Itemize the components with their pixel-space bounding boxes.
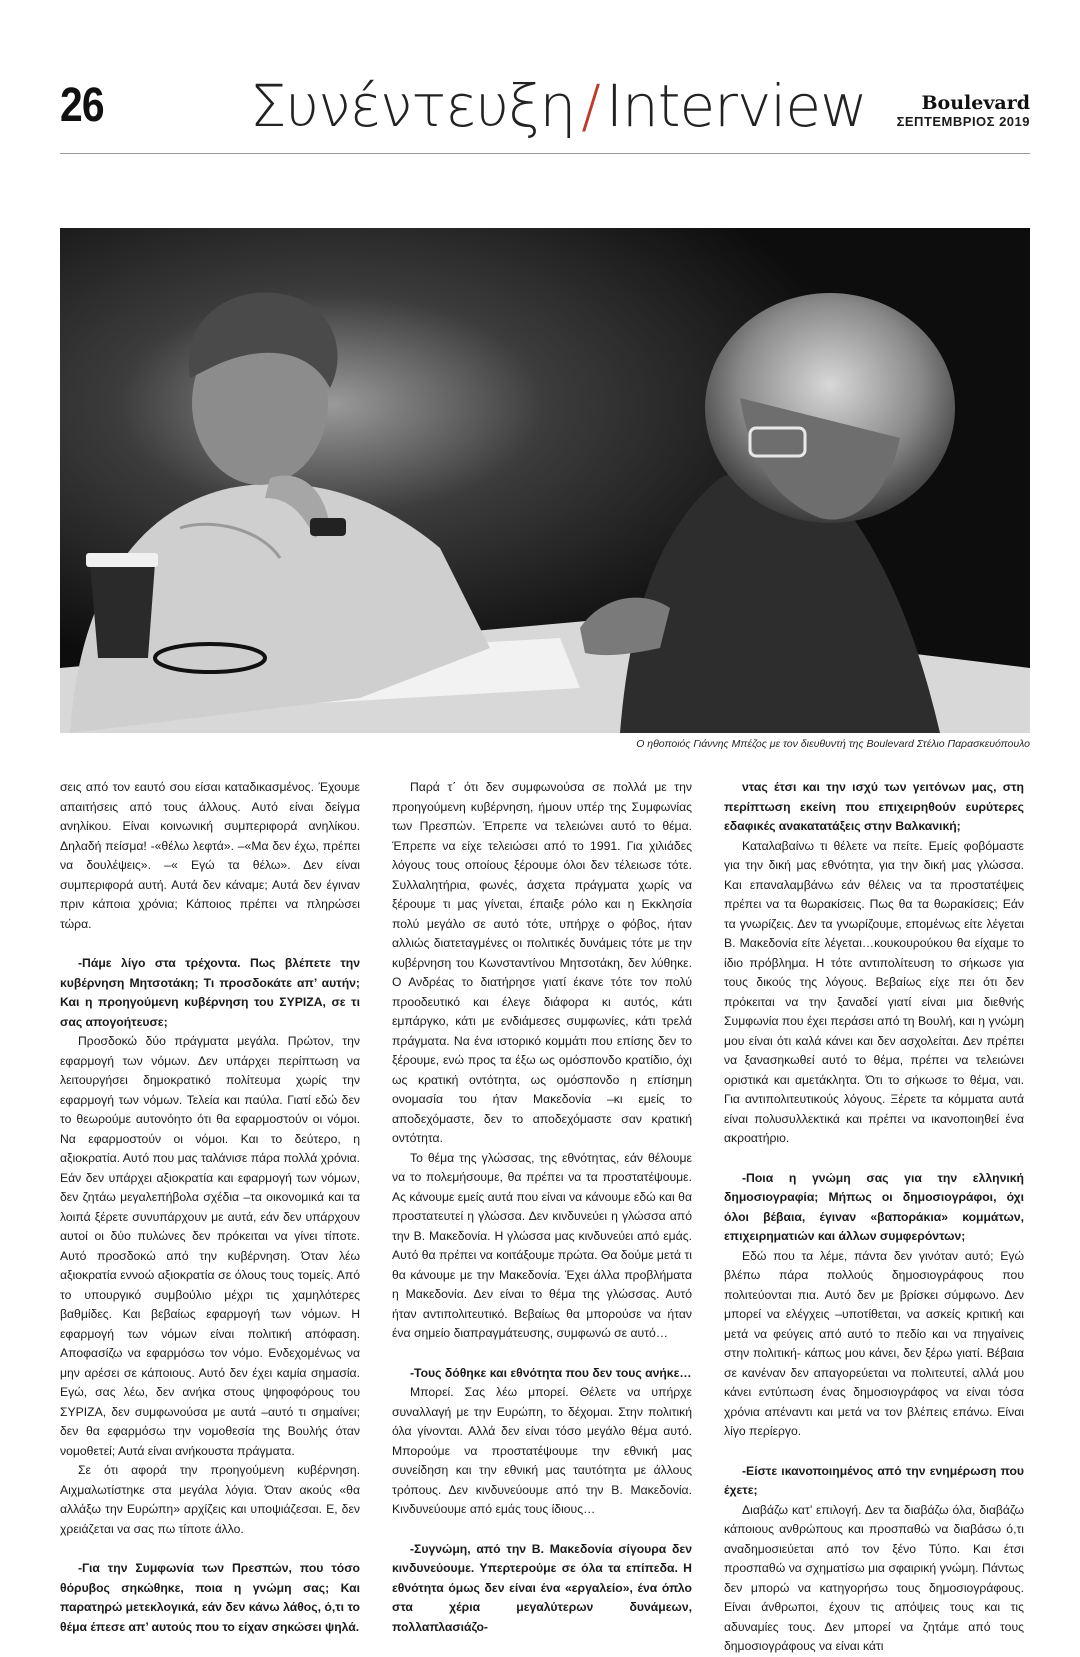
interview-paragraph: Καταλαβαίνω τι θέλετε να πείτε. Εμείς φοβόμαστε για την δική μας εθνότητα, για την δική μας γλώσσα. Και επαναλαμβάνω εάν θέλεις να τα προστατέψεις πρέπει να τα θωρακίσεις. Πως θα τα θωρακίσεις; Εάν τα γνωρίζεις. Δεν τα γνωρίζουμε, επομένως είτε λέγεται Β. Μακεδονία είτε λέγεται…κουκουρούκου θα είχαμε το ίδιο πρόβλημα. Η τότε αντιπολίτευση το σήκωσε για τους δικούς της λόγους. Βεβαίως είχε πει ότι δεν πρόκειται να την ξαναδεί γιατί είναι μια διεθνής Συμφωνία που έχει περάσει από τη Βουλή, και η γνώμη μου είναι ότι καλά κάνει και δεν ασχολείται. Δεν πρέπει να ξανασηκωθεί αυτό το θέμα, πρέπει να τελειώνει οριστικά και αμετάκλητα. Ότι το σήκωσε το θέμα, ναι. Για αντιπολιτευτικούς λόγους. Ξέρετε τα κόμματα αυτά είναι πολυσυλλεκτικά και πρέπει να ικανοποιηθεί ένα ακροατήριο. — [724, 838, 1024, 1145]
brand-block — [897, 92, 1030, 129]
photo-illustration — [60, 228, 1030, 733]
interview-paragraph: Σε ότι αφορά την προηγούμενη κυβέρνηση. Αιχμαλωτίστηκε στα μεγάλα λόγια. Όταν ακούς «θα αλλάξω την Ευρώπη» αρχίζεις και υποψιάζεσαι. Ε, δεν χρειάζεται να σας πω τίποτε άλλο. — [60, 1463, 360, 1536]
interview-question: -Τους δόθηκε και εθνότητα που δεν τους ανήκε… — [410, 1365, 692, 1380]
interview-paragraph: Παρά τ΄ ότι δεν συμφωνούσα σε πολλά με την προηγούμενη κυβέρνηση, ήμουν υπέρ της Συμφωνίας των Πρεσπών. Έπρεπε να τελειώνει αυτό το θέμα. Έπρεπε να είχε τελειώσει από το 1991. Για χιλιάδες λόγους τους οποίους ξέρουμε όλοι δεν τέλειωσε τότε. Συλλαλητήρια, φωνές, άσχετα πράγματα χωρίς να ξέρουμε τι μας γίνεται, έπαιξε ρόλο και η Εκκλησία πολύ μεγάλο σε αυτό τότε, υπήρχε ο φόβος, ήταν αλλιώς διατεταγμένες οι πολιτικές δυνάμεις τότε με την κυβέρνηση του Κωνσταντίνου Μητσοτάκη, δεν λύθηκε. Ο Ανδρέας το διατήρησε γιατί έκανε τότε τον πολύ προοδευτικό και έλεγε διάφορα κι αυτός, κάτι εμπάργκο, κάτι με ενδιάμεσες συμφωνίες, κάτι τρελά πράγματα. Να ένα ιστορικό κομμάτι που επίσης δεν το ξέρουμε, ενώ προς τα έξω ως ομόσπονδο κρατίδιο, όχι ως κρατική οντότητα, ως ομόσπονδο η επίσημη ονομασία του ήταν Μακεδονία –κι εμείς το αποδεχόμαστε, δεν το αποδεχόμαστε σαν κρατική οντότητα. — [392, 780, 692, 1145]
interview-paragraph: Το θέμα της γλώσσας, της εθνότητας, εάν θέλουμε να το πολεμήσουμε, θα πρέπει να τα προστατέψουμε. Ας κάνουμε εμείς αυτά που είναι να κάνουμε εδώ και θα προστατευτεί η γλώσσα. Δεν κινδυνεύει η γλώσσα από την Β. Μακεδονία. Η γλώσσα μας κινδυνεύει από εμάς. Αυτό θα πρέπει να κοιτάξουμε πρώτα. Θα δούμε μετά τι θα κάνουμε με την Μακεδονία. Έχει άλλα προβλήματα η Μακεδονία. Δεν είναι το θέμα της γλώσσας. Αυτό ήταν αντιπολιτευτικό. Βεβαίως θα μπορούσε να ήταν ένα σημείο διαπραγμάτευσης, συμφωνώ σε αυτό… — [392, 1150, 692, 1340]
issue-date: ΣΕΠΤΕΜΒΡΙΟΣ 2019 — [896, 114, 1030, 129]
interview-paragraph: Εδώ που τα λέμε, πάντα δεν γινόταν αυτό; Εγώ βλέπω πάρα πολλούς δημοσιογράφους που πολιτεύονται πια. Αυτό δεν με βρίσκει σύμφωνο. Δεν μπορεί να ελέγχεις –υποτίθεται, να ασκείς κριτική και μετά να φεύγεις από αυτό το πεδίο και να πηγαίνεις στην πολιτική- κάπως μου κάνει, δεν ξέρω γιατί. Βέβαια σε κανέναν δεν απαγορεύεται να πολιτευτεί, αλλά μου κάνει εντύπωση ένας δημοσιογράφος να είναι τόσα χρόνια απέναντι και μετά να τον βλέπεις επάνω. Είναι λίγο περίεργο. — [724, 1248, 1024, 1438]
interview-photo — [60, 228, 1030, 733]
interview-paragraph: Διαβάζω κατ’ επιλογή. Δεν τα διαβάζω όλα, διαβάζω κάποιους ανθρώπους και προσπαθώ να διαβάσω ό,τι αναδημοσιεύεται από τον ξένο Τύπο. Και έτσι προσπαθώ να σχηματίσω μια σφαιρική γνώμη. Πάντως δεν μπορώ να κατηγορήσω τους δημοσιογράφους. Είναι άνθρωποι, έχουν τις απόψεις τους και τις αδυναμίες τους. Δεν μπορεί να ζητάμε από τους δημοσιογράφους να είναι κάτι — [724, 1502, 1024, 1653]
section-title-slash: / — [581, 72, 600, 140]
page-header — [60, 70, 1030, 150]
interview-question: -Για την Συμφωνία των Πρεσπών, που τόσο θόρυβος σηκώθηκε, ποια η γνώμη σας; Και παρατηρώ μετεκλογικά, εάν δεν κάνω λάθος, ό,τι το θέμα έπεσε απ’ αυτούς που το είχαν σηκώσει ψηλά. — [60, 1561, 360, 1634]
interview-question: -Συγνώμη, από την Β. Μακεδονία σίγουρα δεν κινδυνεύουμε. Υπερτερούμε σε όλα τα επίπεδα. Η εθνότητα όμως δεν είναι ένα «εργαλείο», ένα όπλο στα χέρια μεγαλύτερων δυνάμεων, πολλαπλασιάζο- — [392, 1541, 692, 1634]
interview-question: ντας έτσι και την ισχύ των γειτόνων μας, στη περίπτωση εκείνη που επιχειρηθούν ευρύτερες εδαφικές ανακατατάξεις στην Βαλκανική; — [724, 780, 1024, 833]
section-title-english: Interview — [605, 72, 867, 140]
interview-question: -Είστε ικανοποιημένος από την ενημέρωση που έχετε; — [724, 1463, 1024, 1497]
section-title — [250, 72, 867, 140]
interview-paragraph: Προσδοκώ δύο πράγματα μεγάλα. Πρώτον, την εφαρμογή των νόμων. Δεν υπάρχει περίπτωση να λειτουργήσει δημοκρατικό πολίτευμα χωρίς την εφαρμογή των νόμων. Τελεία και παύλα. Γιατί εδώ δεν το θεωρούμε αυτονόητο ότι θα εφαρμοστούν οι νόμοι. Να εφαρμοστούν οι νόμοι. Και το δεύτερο, η αξιοκρατία. Αυτό που μας ταλάνισε πάρα πολλά χρόνια. Εάν δεν υπάρχει αξιοκρατία και εφαρμογή των νόμων, δεν ζητάω μεγαλεπήβολα σχέδια –τα οικονομικά και τα λοιπά ξέρετε συνυπάρχουν με αυτά, εάν δεν υπάρχουν αυτοί οι δύο πυλώνες δεν πρόκειται να γίνει τίποτε. Αυτό προσδοκώ από την κυβέρνηση. Όταν λέω αξιοκρατία εννοώ αξιοκρατία σε όλους τους τομείς. Από το υπουργικό συμβούλιο μέχρι τις χαμηλότερες βαθμίδες. Και βεβαίως εφαρμογή των νόμων. Η εφαρμογή των νόμων είναι πολιτική απόφαση. Αποφασίζω να εφαρμόσω τον νόμο. Ενδεχομένως να μην αρέσει σε κάποιους. Αυτό δεν έχει καμία σημασία. Εγώ, σας λέω, δεν ανήκα στους ψηφοφόρους του ΣΥΡΙΖΑ, δεν συμφωνούσα με αυτά –αυτό τι σημαίνει; δεν θα εφαρμόσω την νομοθεσία της Βουλής όταν νομοθετεί; Αυτά είναι ανήκουστα πράγματα. — [60, 1034, 360, 1458]
interview-question: -Πάμε λίγο στα τρέχοντα. Πως βλέπετε την κυβέρνηση Μητσοτάκη; Τι προσδοκάτε απ’ αυτήν; Και η προηγούμενη κυβέρνηση του ΣΥΡΙΖΑ, σε τι σας απογοήτευσε; — [60, 956, 360, 1029]
article-column-3 — [724, 778, 1024, 1657]
brand-name: Boulevard — [921, 92, 1030, 114]
article-column-2 — [392, 778, 692, 1637]
article-column-1 — [60, 778, 360, 1637]
interview-paragraph: σεις από τον εαυτό σου είσαι καταδικασμένος. Έχουμε απαιτήσεις από τους άλλους. Αυτό είναι δείγμα ανηλίκου. Είναι κοινωνική συμπεριφορά ανηλίκου. Δηλαδή πείσμα! -«θέλω λεφτά». –«Μα δεν έχω, πρέπει να δουλέψεις». –« Εγώ τα θέλω». Δεν είναι συμπεριφορά αυτή. Αυτά δεν κάναμε; Αυτά δεν έγιναν πριν κάποια χρόνια; Κάποιος πρέπει να πληρώσει τώρα. — [60, 780, 360, 931]
section-title-greek: Συνέντευξη — [250, 72, 576, 140]
interview-question: -Ποια η γνώμη σας για την ελληνική δημοσιογραφία; Μήπως οι δημοσιογράφοι, όχι όλοι βέβαια, έγιναν «βαποράκια» κομμάτων, επιχειρηματιών και άλλων συμφερόντων; — [724, 1170, 1024, 1243]
page-number: 26 — [60, 79, 104, 132]
photo-caption: Ο ηθοποιός Γιάννης Μπέζος με τον διευθυντή της Boulevard Στέλιο Παρασκευόπουλο — [636, 738, 1030, 750]
header-rule — [60, 153, 1030, 154]
interview-paragraph: Μπορεί. Σας λέω μπορεί. Θέλετε να υπήρχε συναλλαγή με την Ευρώπη, το δέχομαι. Στην πολιτική όλα γίνονται. Αλλά δεν είναι τόσο μεγάλο θέμα αυτό. Μπορούμε να προστατέψουμε την εθνική μας συνείδηση και την εθνική μας ταυτότητα με άλλους τρόπους. Δεν κινδυνεύουμε από την Β. Μακεδονία. Κινδυνεύουμε από εμάς τους ίδιους… — [392, 1385, 692, 1516]
